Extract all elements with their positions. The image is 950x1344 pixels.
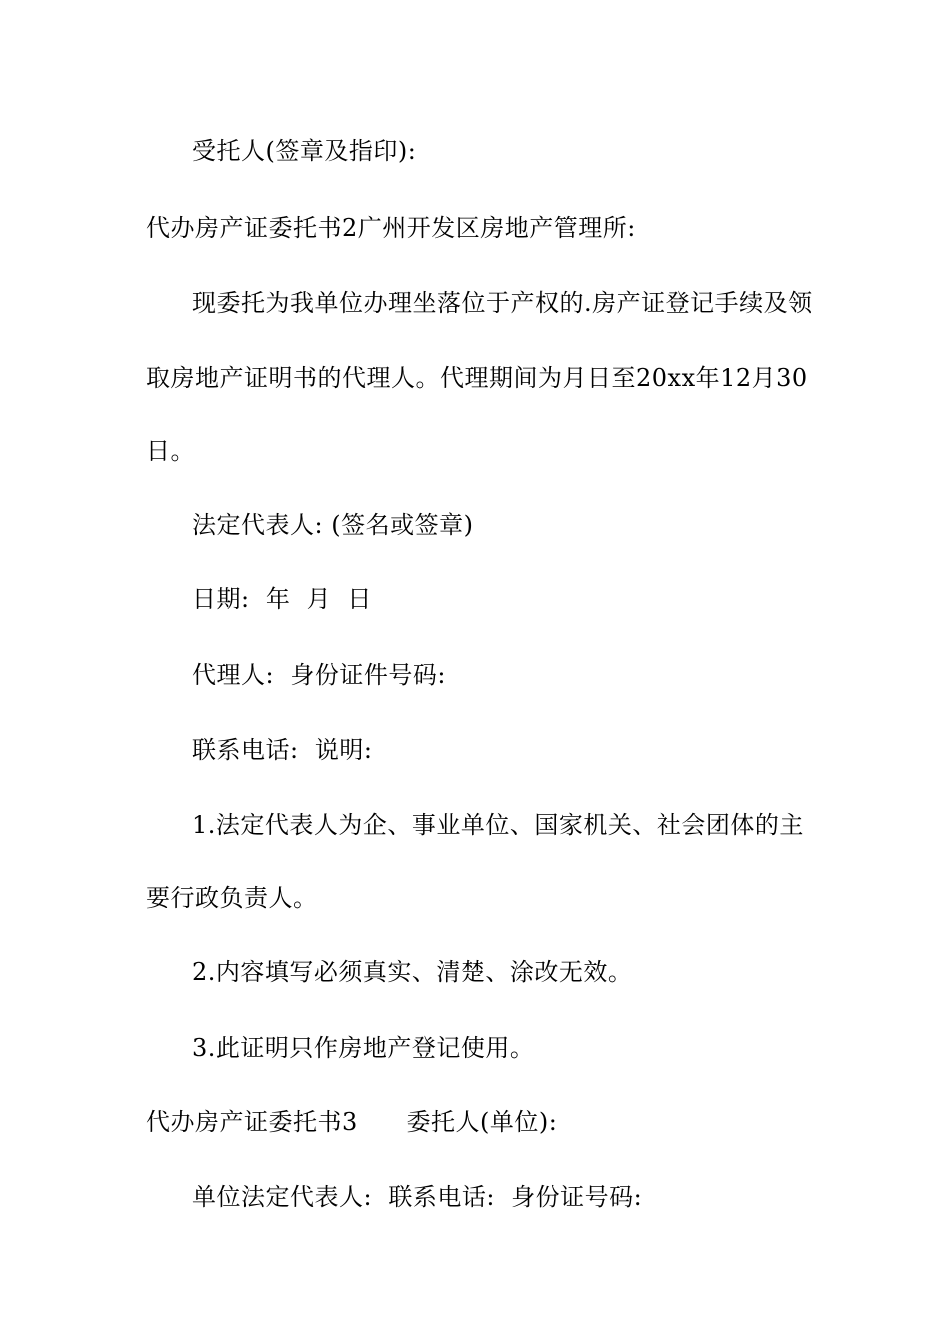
section-3-heading: 代办房产证委托书3 委托人(单位):	[146, 1108, 558, 1136]
section-2-heading: 代办房产证委托书2广州开发区房地产管理所:	[146, 214, 636, 242]
unit-representative-line: 单位法定代表人: 联系电话: 身份证号码:	[192, 1183, 643, 1211]
phone-notes-line: 联系电话: 说明:	[192, 736, 373, 764]
note-item-1-continued: 要行政负责人。	[146, 884, 318, 912]
note-item-1: 1.法定代表人为企、事业单位、国家机关、社会团体的主	[192, 811, 804, 839]
paragraph-line: 日。	[146, 437, 195, 465]
paragraph-line: 现委托为我单位办理坐落位于产权的.房产证登记手续及领	[192, 289, 813, 317]
date-line: 日期: 年 月 日	[192, 585, 372, 613]
trustee-signature-line: 受托人(签章及指印):	[192, 137, 417, 165]
paragraph-line: 取房地产证明书的代理人。代理期间为月日至20xx年12月30	[146, 364, 808, 392]
note-item-2: 2.内容填写必须真实、清楚、涂改无效。	[192, 958, 633, 986]
note-item-3: 3.此证明只作房地产登记使用。	[192, 1034, 535, 1062]
agent-id-line: 代理人: 身份证件号码:	[192, 661, 446, 689]
legal-representative-line: 法定代表人: (签名或签章)	[192, 511, 474, 539]
